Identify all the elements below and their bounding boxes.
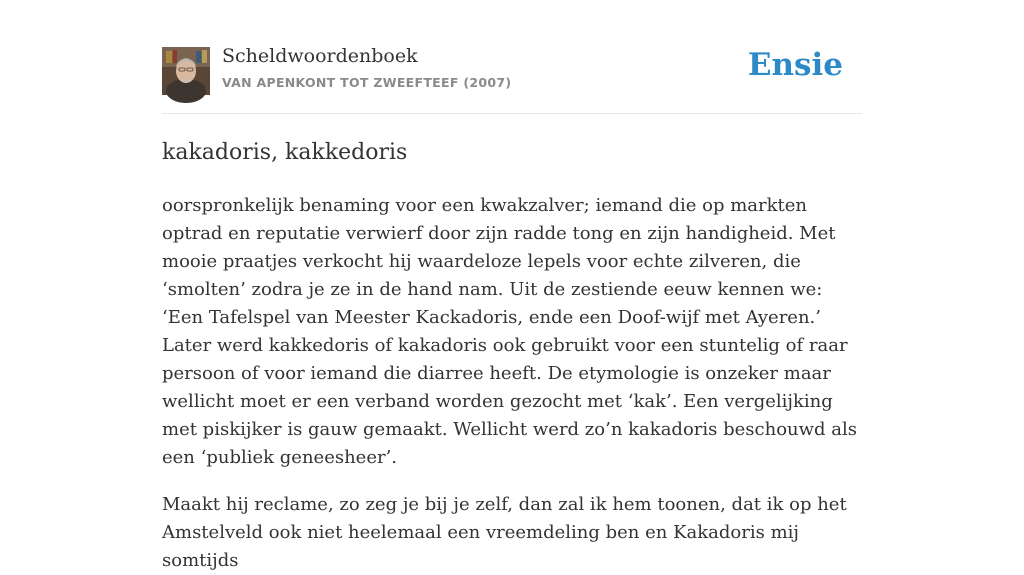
entry-paragraph: Maakt hij reclame, zo zeg je bij je zelf, dan zal ik hem toonen, dat ik op het Amstelveld ook niet heelemaal een vreemdeling ben en Kakadoris mij somtijds [162,494,847,571]
ensie-logo-link[interactable]: Ensie [747,47,843,83]
source-subtitle: VAN APENKONT TOT ZWEEFTEEF (2007) [222,75,512,90]
entry-body [162,192,862,575]
entry-title: kakadoris, kakkedoris [162,140,408,165]
entry-paragraph: oorspronkelijk benaming voor een kwakzalver; iemand die op markten optrad en reputatie verwierf door zijn radde tong en zijn handigheid. Met mooie praatjes verkocht hij waardeloze lepels voor echte zilveren, die ‘smolten’ zodra je ze in de hand nam. Uit de zestiende eeuw kennen we: ‘Een Tafelspel van Meester Kackadoris, ende een Doof-wijf met Ayeren.’ Later werd kakkedoris of kakadoris ook gebruikt voor een stuntelig of raar persoon of voor iemand die diarree heeft. De etymologie is onzeker maar wellicht moet er een verband worden gezocht met ‘kak’. Een vergelijking met piskijker is gauw gemaakt. Wellicht werd zo’n kakadoris beschouwd als een ‘publiek geneesheer’. [162,195,858,468]
author-portrait-image [162,47,210,95]
author-avatar[interactable] [162,47,210,95]
entry-content [162,0,862,575]
source-header [162,0,862,114]
source-title[interactable]: Scheldwoordenboek [222,45,418,67]
